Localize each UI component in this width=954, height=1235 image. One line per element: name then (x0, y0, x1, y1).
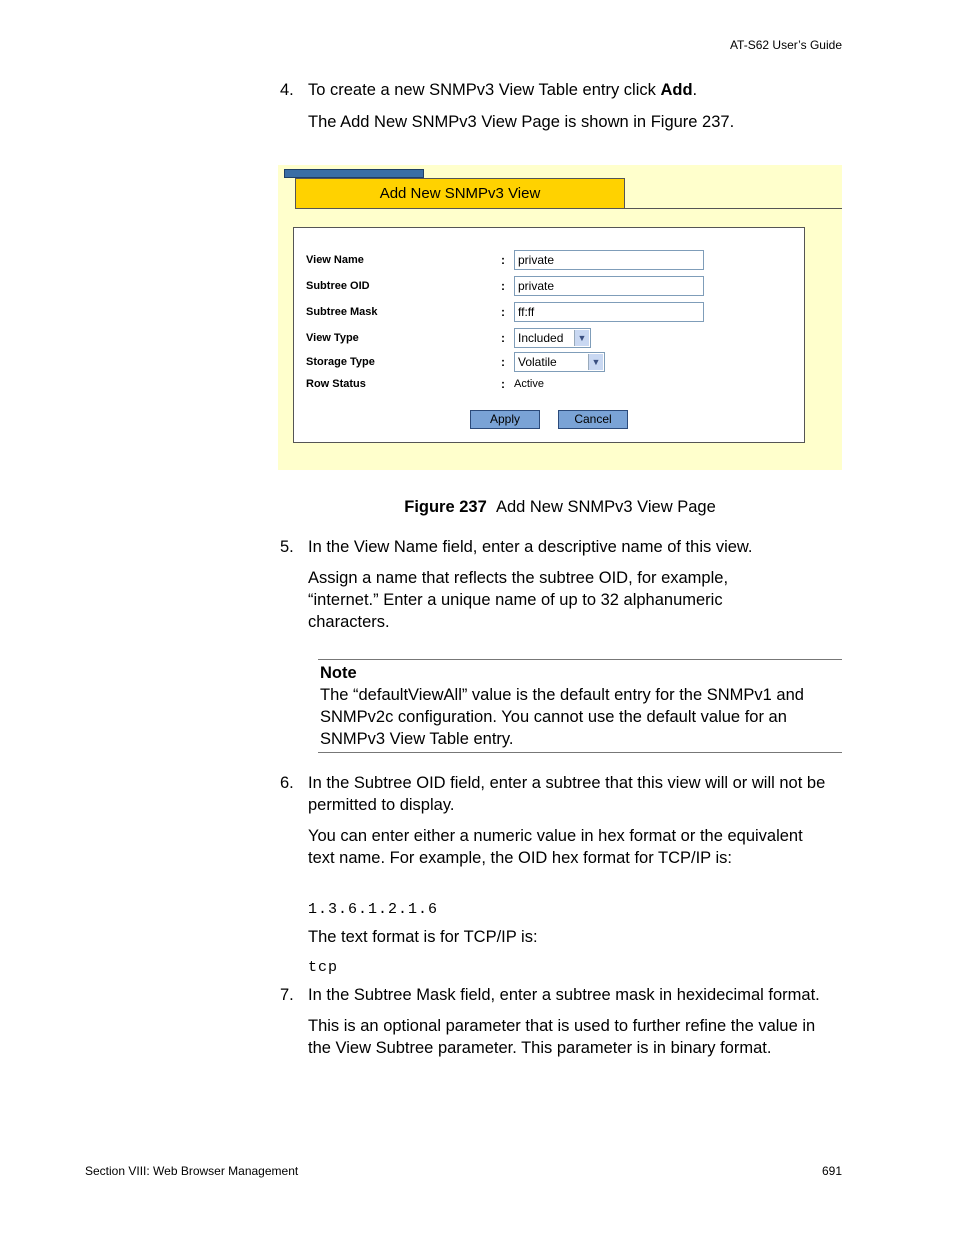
chevron-down-icon[interactable]: ▼ (588, 354, 603, 370)
code-hex-oid: 1.3.6.1.2.1.6 (308, 901, 439, 918)
colon: : (501, 331, 505, 345)
step-4-add-bold: Add (660, 81, 693, 99)
view-name-label: View Name (306, 254, 364, 266)
subtree-oid-label: Subtree OID (306, 280, 370, 292)
storage-type-value: Volatile (518, 355, 557, 369)
step-6-paragraph: You can enter either a numeric value in hex format or the equivalent text name. For example, the OID hex format for TCP/IP is: (308, 827, 803, 867)
figure-title-banner: Add New SNMPv3 View (295, 178, 625, 209)
note-text: The “defaultViewAll” value is the default entry for the SNMPv1 and SNMPv2c configuration. You cannot use the default value for an SNMPv3 View Table entry. (320, 686, 804, 748)
code-text-oid: tcp (308, 959, 339, 976)
note-box (318, 659, 842, 753)
step-5-paragraph: Assign a name that reflects the subtree OID, for example, “internet.” Enter a unique name of up to 32 alphanumeric characters. (308, 569, 729, 631)
colon: : (501, 305, 505, 319)
step-4-text (308, 79, 848, 101)
step-4-followup: The Add New SNMPv3 View Page is shown in Figure 237. (308, 113, 735, 131)
storage-type-label: Storage Type (306, 356, 375, 368)
step-6-paragraph-2: The text format is for TCP/IP is: (308, 928, 538, 946)
figure-title-rule (625, 208, 842, 209)
step-4-text-pre: To create a new SNMPv3 View Table entry click (308, 81, 661, 99)
step-4-number: 4. (280, 81, 294, 99)
step-7-text: In the Subtree Mask field, enter a subtree mask in hexidecimal format. (308, 986, 820, 1004)
step-6-number: 6. (280, 774, 294, 792)
apply-button[interactable]: Apply (470, 410, 540, 429)
colon: : (501, 253, 505, 267)
figure-caption (278, 496, 842, 518)
running-header: AT-S62 User’s Guide (729, 38, 842, 52)
footer-section: Section VIII: Web Browser Management (85, 1164, 299, 1178)
figure-tab-strip (284, 169, 424, 178)
step-7-paragraph: This is an optional parameter that is used to further refine the value in the View Subtree parameter. This parameter is in binary format. (308, 1017, 816, 1057)
view-type-select[interactable] (514, 328, 591, 348)
colon: : (501, 279, 505, 293)
cancel-button[interactable]: Cancel (558, 410, 628, 429)
view-type-value: Included (518, 331, 564, 345)
step-7-number: 7. (280, 986, 294, 1004)
note-title: Note (320, 664, 357, 682)
chevron-down-icon[interactable]: ▼ (574, 330, 589, 346)
snmpv3-view-form (293, 227, 805, 443)
step-5-number: 5. (280, 538, 294, 556)
view-type-label: View Type (306, 332, 359, 344)
colon: : (501, 377, 505, 391)
storage-type-select[interactable] (514, 352, 605, 372)
step-4-text-post: . (692, 81, 698, 99)
figure-screenshot (278, 165, 842, 470)
row-status-value: Active (514, 378, 544, 390)
page-number: 691 (821, 1164, 842, 1178)
subtree-mask-label: Subtree Mask (306, 306, 378, 318)
row-status-label: Row Status (306, 378, 366, 390)
subtree-oid-input[interactable]: private (514, 276, 704, 296)
figure-caption-text: Add New SNMPv3 View Page (495, 498, 716, 516)
step-6-text: In the Subtree OID field, enter a subtree that this view will or will not be permitted to display. (308, 774, 826, 814)
step-5-text: In the View Name field, enter a descriptive name of this view. (308, 538, 753, 556)
colon: : (501, 355, 505, 369)
view-name-input[interactable]: private (514, 250, 704, 270)
subtree-mask-input[interactable]: ff:ff (514, 302, 704, 322)
figure-caption-number: Figure 237 (404, 498, 487, 516)
